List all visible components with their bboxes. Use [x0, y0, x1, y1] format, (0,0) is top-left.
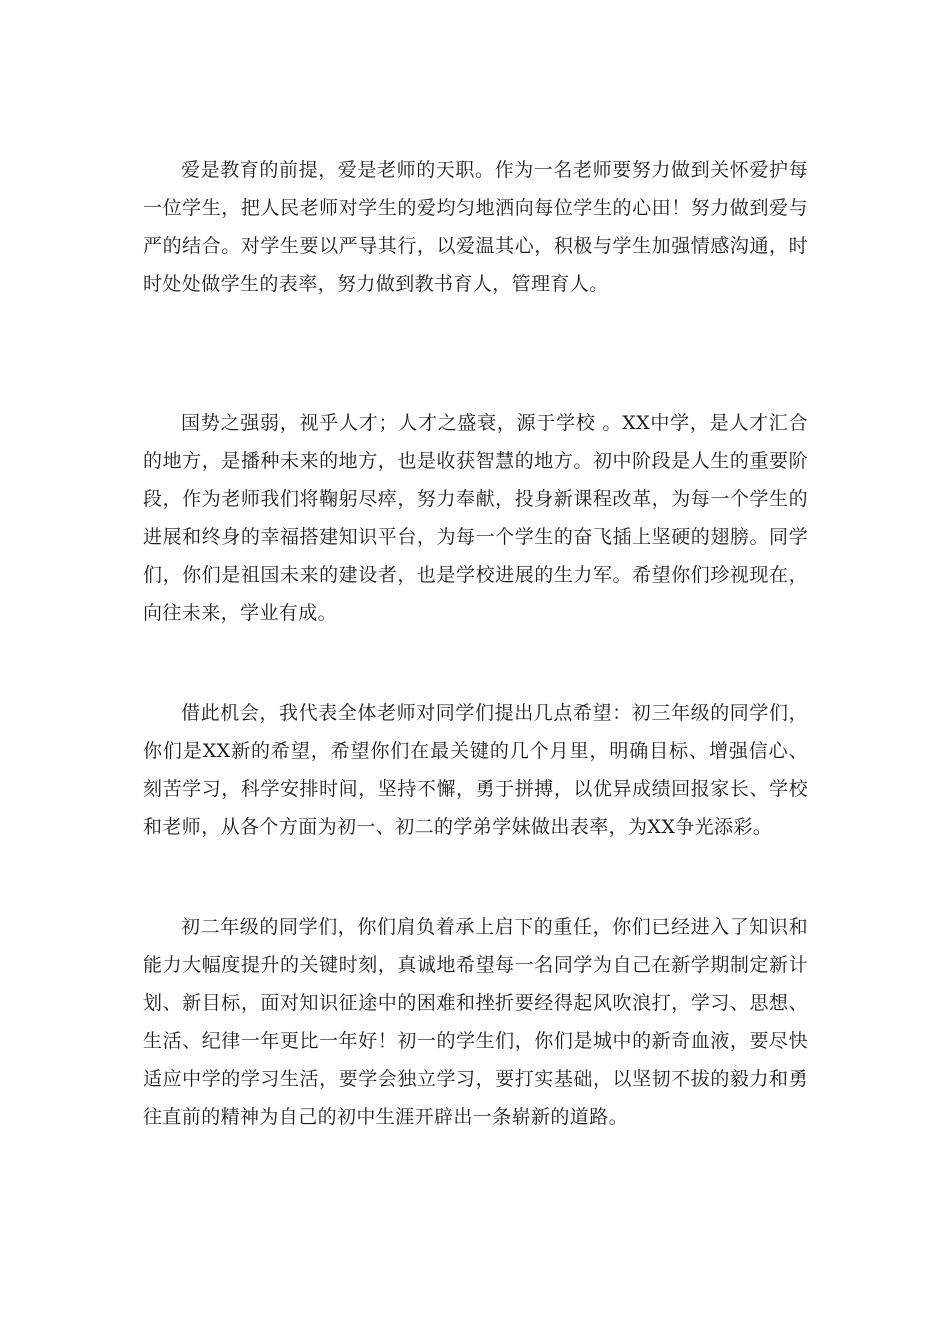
paragraph-love-education: 爱是教育的前提，爱是老师的天职。作为一名老师要努力做到关怀爱护每一位学生，把人民老师对学生的爱均匀地洒向每位学生的心田！努力做到爱与严的结合。对学生要以严导其行，以爱温其心，积极与学生加强情感沟通，时时处处做学生的表率，努力做到教书育人，管理育人。	[143, 159, 808, 295]
paragraph-talent-school: 国势之强弱，视乎人才；人才之盛衰，源于学校 。XX中学，是人才汇合的地方，是播种未来的地方，也是收获智慧的地方。初中阶段是人生的重要阶段，作为老师我们将鞠躬尽瘁，努力奉献，投身新课程改革，为每一个学生的进展和终身的幸福搭建知识平台，为每一个学生的奋飞插上坚硬的翅膀。同学们，你们是祖国未来的建设者，也是学校进展的生力军。希望你们珍视现在，向往未来，学业有成。	[143, 412, 808, 624]
paragraph-grade-two-one-hopes: 初二年级的同学们，你们肩负着承上启下的重任，你们已经进入了知识和能力大幅度提升的关键时刻，真诚地希望每一名同学为自己在新学期制定新计划、新目标，面对知识征途中的困难和挫折要经得起风吹浪打，学习、思想、生活、纪律一年更比一年好！初一的学生们，你们是城中的新奇血液，要尽快适应中学的学习生活，要学会独立学习，要打实基础，以坚韧不拔的毅力和勇往直前的精神为自己的初中生涯开辟出一条崭新的道路。	[143, 916, 808, 1128]
paragraph-grade-three-hopes: 借此机会，我代表全体老师对同学们提出几点希望：初三年级的同学们，你们是XX新的希望，希望你们在最关键的几个月里，明确目标、增强信心、刻苦学习，科学安排时间，坚持不懈，勇于拼搏，以优异成绩回报家长、学校和老师，从各个方面为初一、初二的学弟学妹做出表率，为XX争光添彩。	[143, 702, 808, 838]
